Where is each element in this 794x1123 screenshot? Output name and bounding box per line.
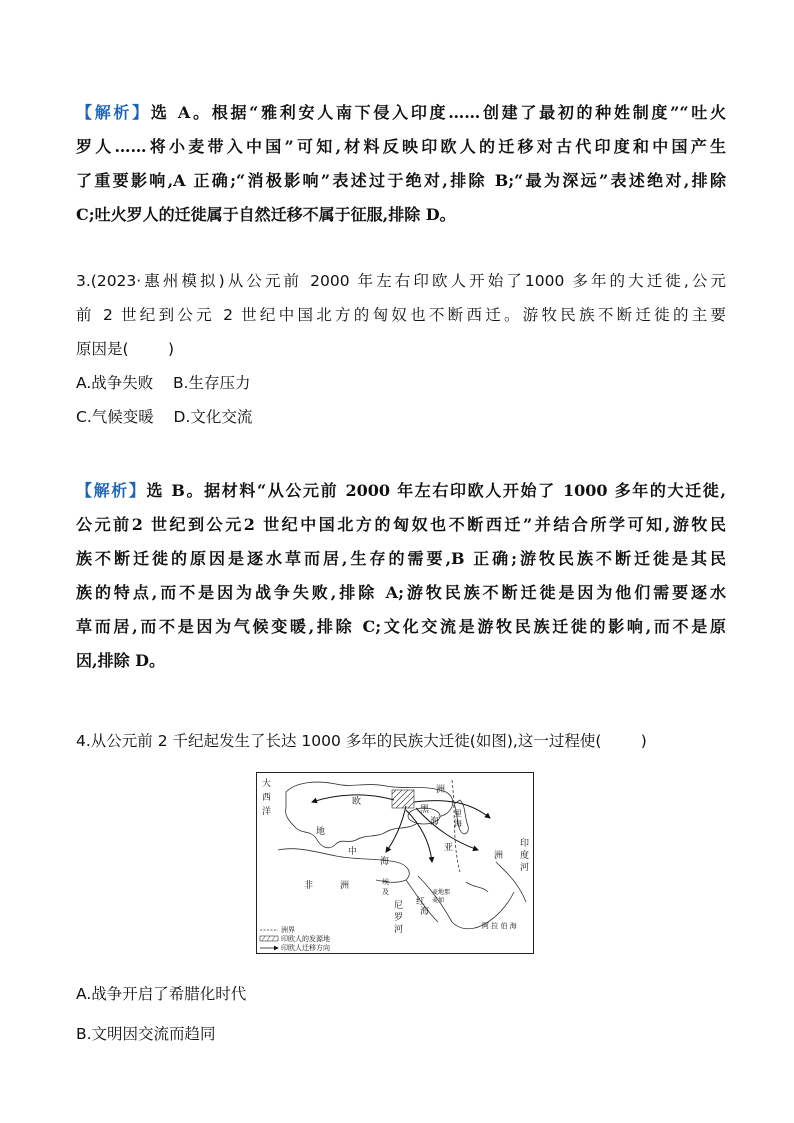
map-label: 里 (454, 809, 462, 818)
map-label: 度 (520, 851, 530, 861)
question-line: 前 2 世纪到公元 2 世纪中国北方的匈奴也不断西迁。游牧民族不断迁徙的主要 (76, 306, 726, 324)
map-label: 大 (262, 779, 272, 789)
analysis-q2 (76, 96, 726, 232)
legend-label: 印欧人的发源地 (281, 935, 330, 943)
question-4 (76, 724, 726, 758)
map-label: 黑 (420, 805, 430, 815)
analysis-line: 【解析】选 A。根据“雅利安人南下侵入印度……创建了最初的种姓制度”“吐火 (76, 103, 726, 122)
analysis-line: 因,排除 D。 (76, 651, 166, 670)
analysis-line: C;吐火罗人的迁徙属于自然迁移不属于征服,排除 D。 (76, 205, 456, 224)
question-line: 原因是( ) (76, 340, 175, 358)
question-line: 4.从公元前 2 千纪起发生了长达 1000 多年的民族大迁徙(如图),这一过程使( ) (76, 732, 647, 750)
analysis-line: 【解析】选 B。据材料“从公元前 2000 年左右印欧人开始了 1000 多年的大迁徙, (76, 481, 726, 500)
option-row: A.战争开启了希腊化时代 (76, 985, 247, 1003)
map-label: 麦加 (432, 897, 445, 904)
map-label: 罗 (394, 913, 404, 923)
option-row: A.战争失败 B.生存压力 (76, 374, 251, 392)
map-label: 海 (430, 817, 440, 827)
map-label: 洲 (340, 881, 350, 891)
map-label: 红 (416, 897, 426, 907)
map-label: 地 (316, 827, 326, 837)
map-label: 尼 (394, 901, 404, 911)
map-label: 洲 (436, 785, 446, 795)
analysis-line: 草而居,而不是因为气候变暖,排除 C;文化交流是游牧民族迁徙的影响,而不是原 (76, 617, 726, 636)
map-label: 亚 (444, 843, 454, 853)
analysis-q3 (76, 474, 726, 678)
map-label: 海 (380, 857, 390, 867)
map-label: 欧 (352, 797, 362, 807)
map-label: 及 (382, 888, 389, 896)
analysis-line: 族不断迁徙的原因是逐水草而居,生存的需要,B 正确;游牧民族不断迁徙是其民 (76, 549, 726, 568)
analysis-line: 公元前2 世纪到公元2 世纪中国北方的匈奴也不断西迁”并结合所学可知,游牧民 (76, 515, 726, 534)
analysis-line: 了重要影响,A 正确;“消极影响”表述过于绝对,排除 B;“最为深远”表述绝对,排除 (76, 171, 726, 190)
migration-map (256, 772, 534, 954)
map-label: 非 (304, 881, 314, 891)
map-label: 中 (348, 847, 358, 857)
analysis-tag: 【解析】 (76, 481, 147, 500)
map-label: 阿 拉 伯 海 (482, 922, 517, 930)
map-label: 洋 (262, 807, 272, 817)
map-label: 麦地那 (432, 889, 451, 896)
option-row: C.气候变暖 D.文化交流 (76, 408, 253, 426)
analysis-line: 罗人……将小麦带入中国”可知,材料反映印欧人的迁移对古代印度和中国产生 (76, 137, 726, 156)
analysis-tag: 【解析】 (76, 103, 151, 122)
analysis-line: 族的特点,而不是因为战争失败,排除 A;游牧民族不断迁徙是因为他们需要逐水 (76, 583, 726, 602)
map-label: 印 (520, 839, 530, 849)
map-label: 海 (420, 907, 430, 917)
map-label: 河 (520, 863, 530, 873)
legend-label: 印欧人迁移方向 (281, 944, 330, 952)
map-label: 海 (454, 819, 462, 828)
map-label: 西 (262, 793, 272, 803)
map-label: 河 (394, 925, 404, 935)
map-label: 洲 (494, 851, 504, 861)
question-4-options (76, 974, 726, 1054)
legend-label: 洲界 (281, 926, 295, 934)
map-label: 埃 (382, 878, 389, 886)
question-3 (76, 264, 726, 434)
option-row: B.文明因交流而趋同 (76, 1025, 216, 1043)
question-line: 3.(2023·惠州模拟)从公元前 2000 年左右印欧人开始了1000 多年的大迁徙,公元 (76, 272, 726, 290)
